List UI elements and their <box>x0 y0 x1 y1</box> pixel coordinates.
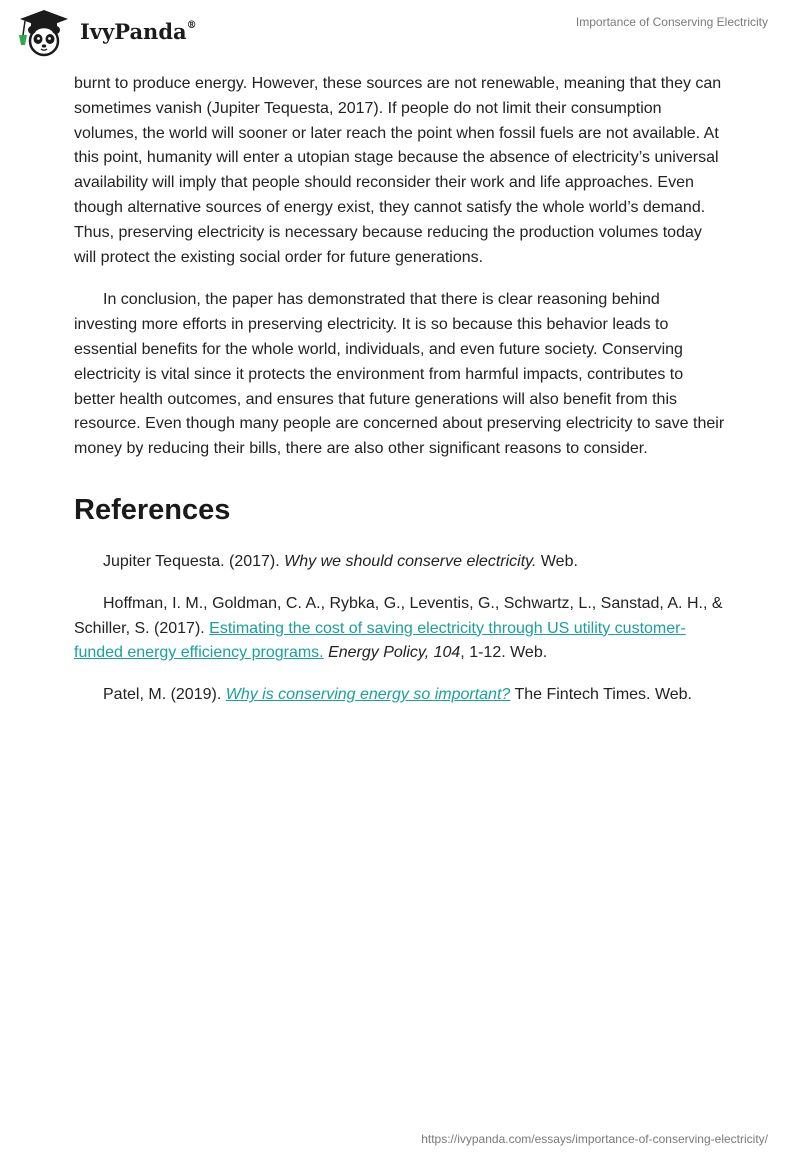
reference-journal: Energy Policy, 104 <box>328 644 461 662</box>
references-heading: References <box>74 493 231 526</box>
body-paragraph-1: burnt to produce energy. However, these sources are not renewable, meaning that they can sometimes vanish (Jupiter Tequesta, 2017). If people do not limit their consumption volumes, the world will sooner or later reach the point when fossil fuels are not available. At this point, humanity will enter a utopian stage because the absence of electricity’s universal availability will imply that people should reconsider their work and life approaches. Even though alternative sources of energy exist, they cannot satisfy the whole world’s demand. Thus, preserving electricity is necessary because reducing the production volumes today will protect the existing social order for future generations. <box>74 75 722 266</box>
reference-item <box>74 683 726 708</box>
reference-title: Why we should conserve electricity. <box>284 552 537 570</box>
brand-name: IvyPanda® <box>80 18 197 44</box>
reference-suffix: , 1-12. Web. <box>460 644 548 662</box>
document-title: Importance of Conserving Electricity <box>575 15 768 29</box>
ivypanda-logo[interactable] <box>14 8 197 58</box>
reference-suffix: The Fintech Times. Web. <box>510 686 692 704</box>
essay-content <box>74 72 726 708</box>
body-paragraph-conclusion: In conclusion, the paper has demonstrated that there is clear reasoning behind investing more efforts in preserving electricity. It is so because this behavior leads to essential benefits for the whole world, individuals, and even future society. Conserving electricity is vital since it protects the environment from harmful impacts, contributes to better health outcomes, and ensures that future generations will also benefit from this resource. Even though many people are concerned about preserving electricity to save their money by reducing their bills, there are also other significant reasons to consider. <box>74 291 725 458</box>
reference-authors: Hoffman, I. M., Goldman, C. A., Rybka, G., Leventis, G., Schwartz, L., Sanstad, A. H., & Schiller, S. (2017). <box>74 594 723 637</box>
reference-authors: Jupiter Tequesta. (2017). <box>103 552 285 570</box>
reference-suffix: Web. <box>536 552 578 570</box>
reference-item <box>74 550 726 575</box>
footer-url[interactable]: https://ivypanda.com/essays/importance-of-conserving-electricity/ <box>421 1132 768 1146</box>
reference-link[interactable]: Estimating the cost of saving electricity through US utility customer-funded energy efficiency programs. <box>74 619 686 662</box>
reference-authors: Patel, M. (2019). <box>103 686 226 704</box>
reference-link[interactable]: Why is conserving energy so important? <box>225 686 511 704</box>
panda-graduate-icon <box>14 8 74 58</box>
page-header <box>0 0 800 64</box>
reference-item <box>74 592 726 666</box>
